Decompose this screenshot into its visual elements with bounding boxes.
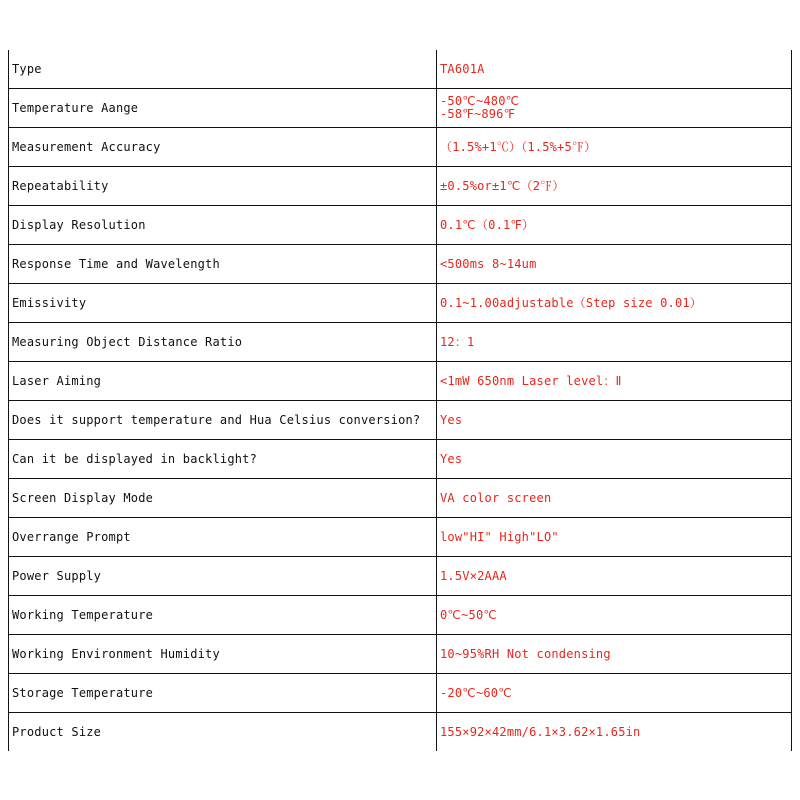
spec-row-distance-ratio — [9, 323, 792, 362]
spec-value: 0℃~50℃ — [437, 596, 792, 635]
spec-row-screen-display-mode — [9, 479, 792, 518]
spec-value: 1.5V×2AAA — [437, 557, 792, 596]
spec-value: 12：1 — [437, 323, 792, 362]
spec-row-laser-aiming — [9, 362, 792, 401]
spec-row-emissivity — [9, 284, 792, 323]
spec-value: low"HI" High"LO" — [437, 518, 792, 557]
spec-label: Type — [9, 50, 437, 89]
spec-label: Working Temperature — [9, 596, 437, 635]
spec-row-storage-temperature — [9, 674, 792, 713]
spec-value-fahrenheit: -58℉~896℉ — [440, 107, 516, 121]
spec-value: <1mW 650nm Laser level：Ⅱ — [437, 362, 792, 401]
spec-label: Response Time and Wavelength — [9, 245, 437, 284]
spec-value: TA601A — [437, 50, 792, 89]
spec-value: <500ms 8~14um — [437, 245, 792, 284]
spec-label: Measurement Accuracy — [9, 128, 437, 167]
spec-label: Repeatability — [9, 167, 437, 206]
spec-value: ±0.5%or±1℃（2℉） — [437, 167, 792, 206]
spec-label: Does it support temperature and Hua Celsius conversion? — [9, 401, 437, 440]
spec-label: Product Size — [9, 713, 437, 752]
spec-label: Can it be displayed in backlight? — [9, 440, 437, 479]
spec-value: 10~95%RH Not condensing — [437, 635, 792, 674]
spec-row-temperature-range — [9, 89, 792, 128]
spec-label: Working Environment Humidity — [9, 635, 437, 674]
spec-label: Temperature Aange — [9, 89, 437, 128]
spec-row-measurement-accuracy — [9, 128, 792, 167]
spec-label: Screen Display Mode — [9, 479, 437, 518]
spec-value: -20℃~60℃ — [437, 674, 792, 713]
spec-label: Power Supply — [9, 557, 437, 596]
spec-label: Display Resolution — [9, 206, 437, 245]
spec-row-backlight — [9, 440, 792, 479]
spec-value-celsius: -50℃~480℃ — [440, 94, 520, 108]
spec-label: Laser Aiming — [9, 362, 437, 401]
spec-row-unit-conversion — [9, 401, 792, 440]
spec-label: Storage Temperature — [9, 674, 437, 713]
spec-value: 0.1~1.00adjustable（Step size 0.01） — [437, 284, 792, 323]
spec-label: Measuring Object Distance Ratio — [9, 323, 437, 362]
spec-row-display-resolution — [9, 206, 792, 245]
spec-row-product-size — [9, 713, 792, 752]
spec-row-power-supply — [9, 557, 792, 596]
spec-value: （1.5%+1℃）（1.5%+5℉） — [437, 128, 792, 167]
spec-row-type — [9, 50, 792, 89]
spec-row-working-humidity — [9, 635, 792, 674]
spec-table — [8, 50, 792, 751]
spec-value: Yes — [437, 401, 792, 440]
spec-row-working-temperature — [9, 596, 792, 635]
spec-label: Overrange Prompt — [9, 518, 437, 557]
spec-row-response-time — [9, 245, 792, 284]
spec-label: Emissivity — [9, 284, 437, 323]
spec-value — [437, 89, 792, 128]
spec-row-repeatability — [9, 167, 792, 206]
spec-value: Yes — [437, 440, 792, 479]
spec-value: 155×92×42mm/6.1×3.62×1.65in — [437, 713, 792, 752]
spec-row-overrange-prompt — [9, 518, 792, 557]
spec-value: 0.1℃（0.1℉） — [437, 206, 792, 245]
spec-value: VA color screen — [437, 479, 792, 518]
